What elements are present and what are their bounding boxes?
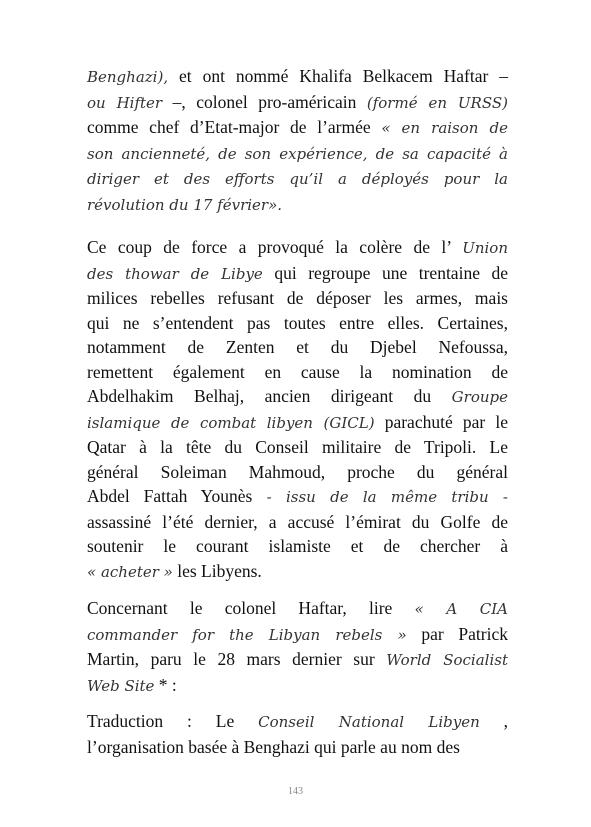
text-run: Concernant le colonel Haftar, lire [87,598,415,618]
text-run: assassiné l’été dernier, a accusé l’émirat du Golfe de [87,511,508,532]
italic-text-run: Web Site [87,676,155,695]
text-line [87,286,508,311]
text-run: par Patrick [406,623,508,644]
text-line [87,622,508,648]
page-number: 143 [288,786,303,797]
text-line [87,559,508,585]
italic-text-run: Benghazi), [87,68,169,86]
paragraph-cia-commander [87,596,508,698]
italic-text-run: révolution du 17 février». [87,195,283,214]
text-line [87,709,508,735]
text-run: * : [154,674,177,695]
italic-text-run: - issu de la même tribu - [252,488,509,506]
text-run: Abdelhakim Belhaj, ancien dirigeant du [87,386,452,406]
text-line [87,534,508,559]
text-run: notamment de Zenten et du Djebel Nefoussa, [87,337,508,357]
text-run: les Libyens. [172,560,262,581]
italic-text-run: son ancienneté, de son expérience, de sa capacité à [87,144,508,163]
text-line [87,311,508,336]
paragraph-haftar-appointment [87,64,508,217]
italic-text-run: ou Hifter [87,93,163,112]
text-line [87,115,508,141]
text-run: Ce coup de force a provoqué la colère de l’ [87,237,463,257]
text-line [87,384,508,410]
text-line [87,141,508,167]
text-run: soutenir le courant islamiste et de chercher à [87,536,508,556]
text-line [87,484,508,510]
italic-text-run: islamique de combat libyen (GICL) [87,413,375,432]
text-line [87,596,508,622]
text-line [87,647,508,673]
italic-text-run: (formé en URSS) [366,93,508,112]
text-line [87,64,508,90]
italic-text-run: diriger et des efforts qu’il a déployés pour la [87,170,508,188]
text-line [87,360,508,385]
text-run: l’organisation basée à Benghazi qui parle au nom des [87,736,460,757]
italic-text-run: des thowar de Libye [87,264,263,283]
text-run: comme chef d’Etat-major de l’armée [87,117,382,137]
italic-text-run: « acheter » [87,562,173,581]
text-run: milices rebelles refusant de déposer les armes, mais [87,288,508,308]
text-line [87,410,508,436]
text-line [87,192,508,218]
text-line [87,735,508,760]
text-line [87,673,508,699]
text-run: parachuté par le [374,411,509,432]
text-run: Abdel Fattah Younès [87,486,253,506]
text-run: –, colonel pro-américain [162,91,367,112]
text-line [87,460,508,485]
text-run: , [479,711,508,731]
text-run: remettent également en cause la nomination de [87,361,508,382]
italic-text-run: Groupe [451,388,508,406]
paragraph-traduction [87,709,508,759]
text-line [87,166,508,192]
text-run: Martin, paru le 28 mars dernier sur [87,649,387,669]
text-run: général Soleiman Mahmoud, proche du général [87,461,508,482]
italic-text-run: Union [462,239,508,257]
paragraph-coup-de-force [87,235,508,584]
text-run: Traduction : Le [87,711,259,731]
text-run: Qatar à la tête du Conseil militaire de Tripoli. Le [87,437,508,457]
italic-text-run: « A CIA [414,600,508,618]
text-run: qui ne s’entendent pas toutes entre elles. Certaines, [87,312,508,333]
italic-text-run: « en raison de [381,119,508,137]
text-line [87,335,508,360]
text-line [87,235,508,261]
text-run: et ont nommé Khalifa Belkacem Haftar – [168,66,508,86]
text-line [87,510,508,535]
text-line [87,435,508,460]
text-line [87,261,508,287]
italic-text-run: Conseil National Libyen [258,713,480,731]
text-line [87,90,508,116]
italic-text-run: World Socialist [386,651,508,669]
text-run: qui regroupe une trentaine de [262,262,509,283]
italic-text-run: commander for the Libyan rebels » [87,625,407,644]
